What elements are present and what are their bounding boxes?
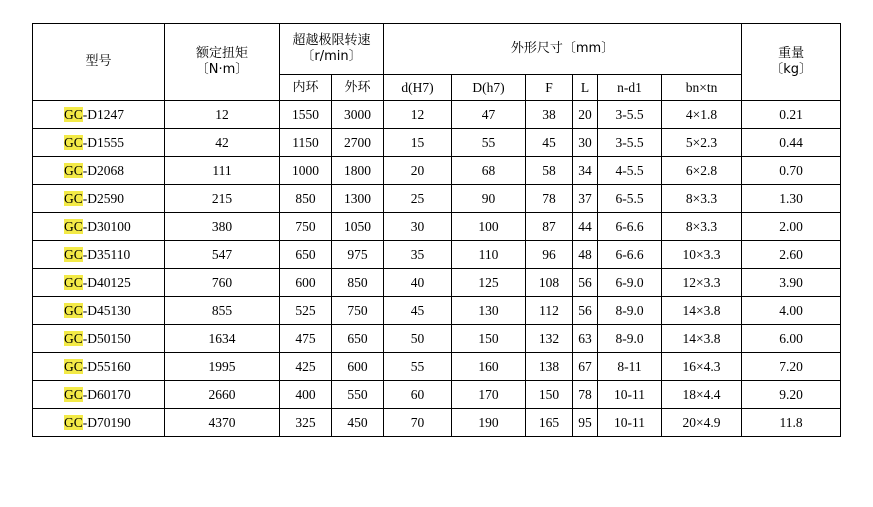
inner-speed-cell: 1000 — [280, 157, 332, 185]
col-header-model: 型号 — [33, 24, 165, 101]
table-body — [33, 101, 841, 437]
bt-cell: 8×3.3 — [662, 185, 742, 213]
nd1-cell: 6-6.6 — [598, 213, 662, 241]
spec-table — [32, 23, 841, 437]
torque-cell: 215 — [165, 185, 280, 213]
outer-speed-cell: 850 — [332, 269, 384, 297]
torque-cell: 42 — [165, 129, 280, 157]
table-row — [33, 241, 841, 269]
D-cell: 90 — [452, 185, 526, 213]
inner-speed-cell: 600 — [280, 269, 332, 297]
inner-speed-cell: 1550 — [280, 101, 332, 129]
outer-speed-cell: 750 — [332, 297, 384, 325]
F-cell: 112 — [526, 297, 573, 325]
L-cell: 56 — [573, 269, 598, 297]
col-header-speed — [280, 24, 384, 75]
F-cell: 108 — [526, 269, 573, 297]
L-cell: 48 — [573, 241, 598, 269]
model-cell — [33, 241, 165, 269]
d-cell: 35 — [384, 241, 452, 269]
weight-unit: 〔kg〕 — [770, 62, 812, 77]
table-row — [33, 269, 841, 297]
outer-speed-cell: 650 — [332, 325, 384, 353]
torque-cell: 380 — [165, 213, 280, 241]
F-cell: 132 — [526, 325, 573, 353]
outer-speed-cell: 550 — [332, 381, 384, 409]
D-cell: 160 — [452, 353, 526, 381]
F-cell: 58 — [526, 157, 573, 185]
torque-unit: 〔N·m〕 — [195, 62, 249, 77]
inner-speed-cell: 425 — [280, 353, 332, 381]
model-prefix-highlight: GC — [64, 134, 83, 150]
L-cell: 67 — [573, 353, 598, 381]
bt-cell: 12×3.3 — [662, 269, 742, 297]
table-row — [33, 297, 841, 325]
model-prefix-highlight: GC — [64, 218, 83, 234]
weight-cell: 9.20 — [742, 381, 841, 409]
nd1-cell: 8-9.0 — [598, 297, 662, 325]
model-cell — [33, 353, 165, 381]
model-cell — [33, 325, 165, 353]
L-cell: 44 — [573, 213, 598, 241]
model-cell — [33, 269, 165, 297]
model-number: -D50150 — [82, 330, 131, 346]
F-cell: 150 — [526, 381, 573, 409]
inner-speed-cell: 325 — [280, 409, 332, 437]
d-cell: 30 — [384, 213, 452, 241]
nd1-cell: 10-11 — [598, 381, 662, 409]
L-cell: 37 — [573, 185, 598, 213]
sub-header-F: F — [526, 75, 573, 101]
torque-cell: 111 — [165, 157, 280, 185]
outer-speed-cell: 975 — [332, 241, 384, 269]
sub-header-inner: 内环 — [280, 75, 332, 101]
nd1-cell: 3-5.5 — [598, 129, 662, 157]
weight-cell: 0.44 — [742, 129, 841, 157]
weight-label: 重量 — [778, 46, 805, 61]
D-cell: 47 — [452, 101, 526, 129]
model-number: -D40125 — [82, 274, 131, 290]
bt-cell: 4×1.8 — [662, 101, 742, 129]
D-cell: 150 — [452, 325, 526, 353]
d-cell: 45 — [384, 297, 452, 325]
L-cell: 34 — [573, 157, 598, 185]
model-prefix-highlight: GC — [64, 414, 83, 430]
model-prefix-highlight: GC — [64, 386, 83, 402]
weight-cell: 0.70 — [742, 157, 841, 185]
table-row — [33, 213, 841, 241]
inner-speed-cell: 650 — [280, 241, 332, 269]
table-row — [33, 381, 841, 409]
inner-speed-cell: 750 — [280, 213, 332, 241]
model-number: -D45130 — [82, 302, 131, 318]
model-cell — [33, 381, 165, 409]
model-prefix-highlight: GC — [64, 190, 83, 206]
model-number: -D1555 — [82, 134, 125, 150]
model-number: -D2590 — [82, 190, 125, 206]
model-prefix-highlight: GC — [64, 246, 83, 262]
sub-header-D: D(h7) — [452, 75, 526, 101]
torque-cell: 547 — [165, 241, 280, 269]
nd1-cell: 3-5.5 — [598, 101, 662, 129]
table-row — [33, 325, 841, 353]
model-cell — [33, 157, 165, 185]
col-header-torque — [165, 24, 280, 101]
L-cell: 95 — [573, 409, 598, 437]
col-header-weight — [742, 24, 841, 101]
outer-speed-cell: 600 — [332, 353, 384, 381]
weight-cell: 4.00 — [742, 297, 841, 325]
weight-cell: 0.21 — [742, 101, 841, 129]
torque-cell: 1634 — [165, 325, 280, 353]
F-cell: 96 — [526, 241, 573, 269]
header-row-1 — [33, 24, 841, 75]
model-number: -D2068 — [82, 162, 125, 178]
L-cell: 30 — [573, 129, 598, 157]
model-prefix-highlight: GC — [64, 330, 83, 346]
bt-cell: 14×3.8 — [662, 297, 742, 325]
model-cell — [33, 297, 165, 325]
D-cell: 125 — [452, 269, 526, 297]
speed-label: 超越极限转速 — [292, 33, 371, 48]
F-cell: 45 — [526, 129, 573, 157]
model-cell — [33, 101, 165, 129]
D-cell: 190 — [452, 409, 526, 437]
bt-cell: 18×4.4 — [662, 381, 742, 409]
model-prefix-highlight: GC — [64, 162, 83, 178]
table-row — [33, 157, 841, 185]
d-cell: 70 — [384, 409, 452, 437]
outer-speed-cell: 1300 — [332, 185, 384, 213]
d-cell: 25 — [384, 185, 452, 213]
weight-cell: 3.90 — [742, 269, 841, 297]
nd1-cell: 6-9.0 — [598, 269, 662, 297]
weight-cell: 1.30 — [742, 185, 841, 213]
torque-cell: 2660 — [165, 381, 280, 409]
model-prefix-highlight: GC — [64, 274, 83, 290]
model-number: -D60170 — [82, 386, 131, 402]
torque-cell: 4370 — [165, 409, 280, 437]
inner-speed-cell: 525 — [280, 297, 332, 325]
model-number: -D30100 — [82, 218, 131, 234]
outer-speed-cell: 1800 — [332, 157, 384, 185]
D-cell: 170 — [452, 381, 526, 409]
torque-cell: 1995 — [165, 353, 280, 381]
weight-cell: 11.8 — [742, 409, 841, 437]
bt-cell: 5×2.3 — [662, 129, 742, 157]
L-cell: 63 — [573, 325, 598, 353]
nd1-cell: 10-11 — [598, 409, 662, 437]
D-cell: 100 — [452, 213, 526, 241]
d-cell: 20 — [384, 157, 452, 185]
bt-cell: 6×2.8 — [662, 157, 742, 185]
d-cell: 40 — [384, 269, 452, 297]
outer-speed-cell: 2700 — [332, 129, 384, 157]
nd1-cell: 6-6.6 — [598, 241, 662, 269]
d-cell: 15 — [384, 129, 452, 157]
D-cell: 130 — [452, 297, 526, 325]
model-cell — [33, 129, 165, 157]
model-number: -D55160 — [82, 358, 131, 374]
F-cell: 138 — [526, 353, 573, 381]
L-cell: 78 — [573, 381, 598, 409]
outer-speed-cell: 1050 — [332, 213, 384, 241]
nd1-cell: 8-11 — [598, 353, 662, 381]
sub-header-outer: 外环 — [332, 75, 384, 101]
table-row — [33, 129, 841, 157]
F-cell: 165 — [526, 409, 573, 437]
sub-header-d: d(H7) — [384, 75, 452, 101]
bt-cell: 8×3.3 — [662, 213, 742, 241]
model-number: -D1247 — [82, 106, 125, 122]
model-cell — [33, 409, 165, 437]
model-cell — [33, 213, 165, 241]
torque-cell: 12 — [165, 101, 280, 129]
outer-speed-cell: 3000 — [332, 101, 384, 129]
speed-unit: 〔r/min〕 — [301, 49, 362, 64]
nd1-cell: 4-5.5 — [598, 157, 662, 185]
inner-speed-cell: 400 — [280, 381, 332, 409]
torque-cell: 855 — [165, 297, 280, 325]
F-cell: 38 — [526, 101, 573, 129]
sub-header-nd1: n-d1 — [598, 75, 662, 101]
table-row — [33, 409, 841, 437]
bt-cell: 16×4.3 — [662, 353, 742, 381]
sub-header-L: L — [573, 75, 598, 101]
L-cell: 56 — [573, 297, 598, 325]
model-number: -D70190 — [82, 414, 131, 430]
col-header-dims: 外形尺寸〔mm〕 — [384, 24, 742, 75]
D-cell: 55 — [452, 129, 526, 157]
weight-cell: 6.00 — [742, 325, 841, 353]
model-prefix-highlight: GC — [64, 302, 83, 318]
model-cell — [33, 185, 165, 213]
model-prefix-highlight: GC — [64, 358, 83, 374]
outer-speed-cell: 450 — [332, 409, 384, 437]
L-cell: 20 — [573, 101, 598, 129]
inner-speed-cell: 850 — [280, 185, 332, 213]
D-cell: 110 — [452, 241, 526, 269]
F-cell: 78 — [526, 185, 573, 213]
d-cell: 50 — [384, 325, 452, 353]
d-cell: 12 — [384, 101, 452, 129]
nd1-cell: 6-5.5 — [598, 185, 662, 213]
bt-cell: 20×4.9 — [662, 409, 742, 437]
weight-cell: 2.00 — [742, 213, 841, 241]
nd1-cell: 8-9.0 — [598, 325, 662, 353]
d-cell: 55 — [384, 353, 452, 381]
table-row — [33, 101, 841, 129]
bt-cell: 14×3.8 — [662, 325, 742, 353]
model-number: -D35110 — [82, 246, 131, 262]
torque-label: 额定扭矩 — [195, 46, 248, 61]
inner-speed-cell: 475 — [280, 325, 332, 353]
torque-cell: 760 — [165, 269, 280, 297]
bt-cell: 10×3.3 — [662, 241, 742, 269]
D-cell: 68 — [452, 157, 526, 185]
model-prefix-highlight: GC — [64, 106, 83, 122]
F-cell: 87 — [526, 213, 573, 241]
table-row — [33, 353, 841, 381]
weight-cell: 2.60 — [742, 241, 841, 269]
weight-cell: 7.20 — [742, 353, 841, 381]
inner-speed-cell: 1150 — [280, 129, 332, 157]
d-cell: 60 — [384, 381, 452, 409]
sub-header-bt: bn×tn — [662, 75, 742, 101]
table-row — [33, 185, 841, 213]
